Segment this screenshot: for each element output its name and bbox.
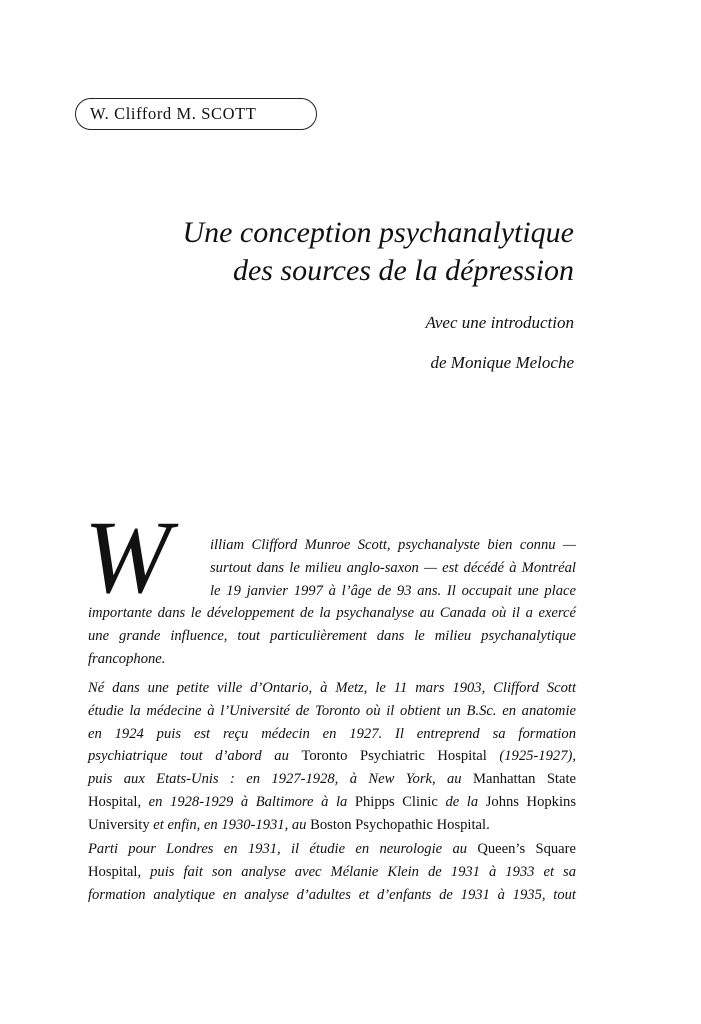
paragraph-line: étudie la médecine à l’Université de Toronto où il obtient un B.Sc. en anatomie	[88, 702, 576, 719]
title-line-1: Une conception psychanalytique	[182, 216, 574, 249]
title-line-2: des sources de la dépression	[232, 254, 574, 287]
text-run: puis fait son analyse avec Mélanie Klein de 1931 à 1933 et sa	[141, 863, 576, 880]
text-run: de la	[437, 793, 486, 810]
paragraph-line: francophone.	[88, 650, 166, 667]
paragraph-line	[88, 768, 576, 791]
text-run: Phipps Clinic	[354, 793, 438, 810]
paragraph-3	[88, 838, 576, 906]
drop-cap: W	[84, 500, 171, 615]
text-run: puis aux Etats-Unis : en 1927-1928, à New York, au	[88, 771, 474, 788]
paragraph-line	[88, 745, 576, 768]
paragraph-2	[88, 677, 576, 837]
paragraph-line: surtout dans le milieu anglo-saxon — est décédé à Montréal	[210, 559, 576, 576]
subtitle-line-2: de Monique Meloche	[430, 353, 574, 372]
paragraph-line: illiam Clifford Munroe Scott, psychanalyste bien connu —	[210, 537, 576, 553]
article-title	[182, 214, 574, 290]
text-run: Queen’s Square	[477, 841, 576, 857]
paragraph-line: le 19 janvier 1997 à l’âge de 93 ans. Il occupait une place	[210, 582, 576, 599]
subtitle-line-1: Avec une introduction	[425, 313, 574, 332]
text-run: Hospital,	[88, 793, 142, 810]
text-run: Hospital,	[88, 863, 142, 880]
paragraph-line	[88, 861, 576, 884]
paragraph-line: formation analytique en analyse d’adultes et d’enfants de 1931 à 1935, tout	[88, 886, 576, 903]
text-run: Parti pour Londres en 1931, il étudie en neurologie au	[88, 841, 478, 857]
paragraph-line: Né dans une petite ville d’Ontario, à Metz, le 11 mars 1903, Clifford Scott	[88, 680, 576, 696]
paragraph-line: une grande influence, tout particulièrement dans le milieu psychanalytique	[88, 628, 576, 645]
text-run: et enfin, en 1930-1931, au	[149, 816, 311, 833]
text-run: Boston Psychopathic Hospital.	[310, 816, 490, 833]
paragraph-1	[88, 534, 576, 671]
author-label: W. Clifford M. SCOTT	[75, 98, 317, 130]
text-run: Manhattan State	[473, 771, 576, 788]
paragraph-line: en 1924 puis est reçu médecin en 1927. Il entreprend sa formation	[88, 725, 576, 742]
text-run: Toronto Psychiatric Hospital	[301, 748, 487, 765]
paragraph-line: importante dans le développement de la psychanalyse au Canada où il a exercé	[88, 605, 576, 622]
text-run: en 1928-1929 à Baltimore à la	[141, 793, 355, 810]
paragraph-line	[88, 791, 576, 814]
text-run: University	[88, 816, 150, 833]
text-run: Johns Hopkins	[485, 793, 576, 810]
text-run: psychiatrique tout d’abord au	[88, 748, 302, 765]
paragraph-line	[88, 838, 576, 861]
paragraph-line	[88, 814, 576, 837]
text-run: (1925-1927),	[486, 748, 576, 765]
